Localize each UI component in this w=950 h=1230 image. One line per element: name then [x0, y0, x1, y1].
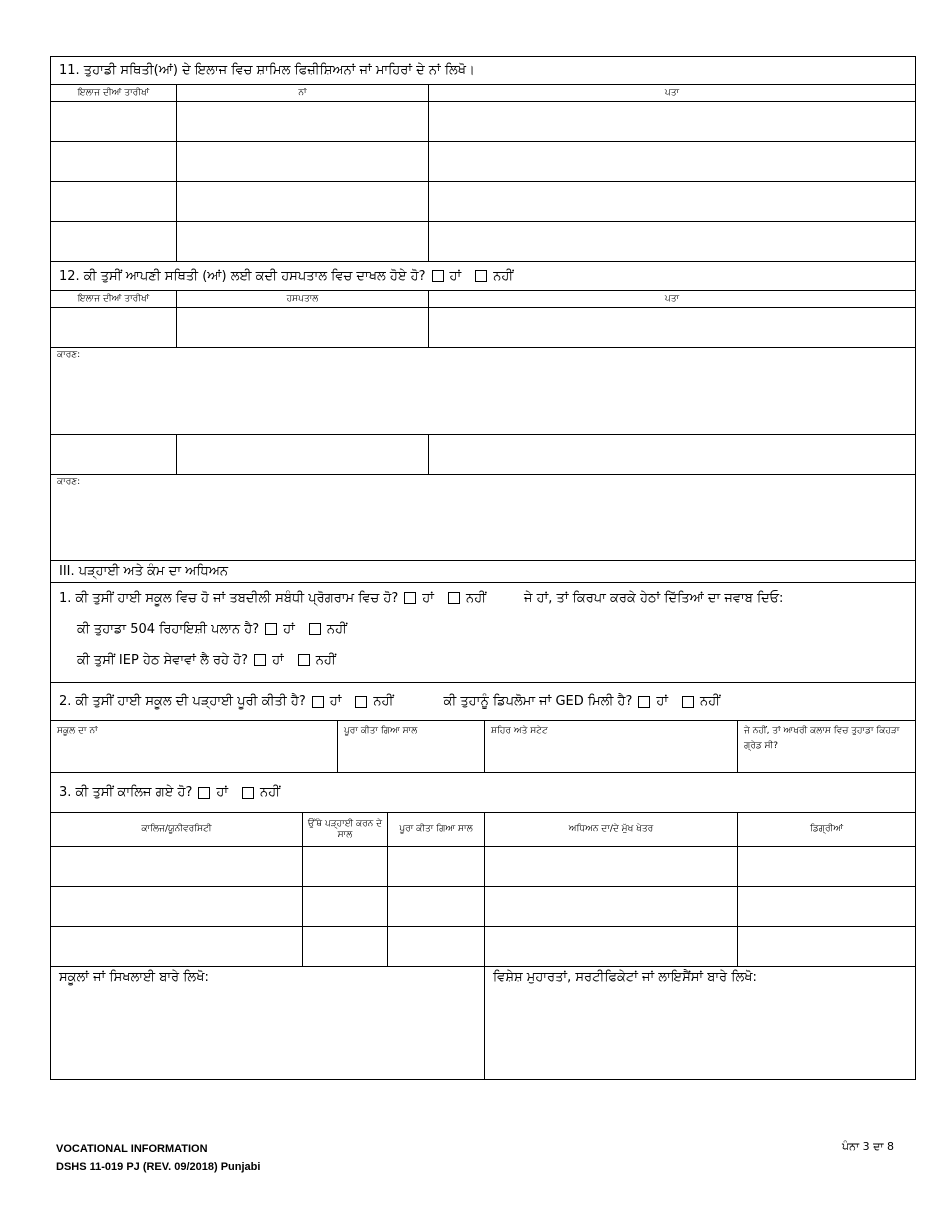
q12-reason-row — [51, 475, 915, 561]
s3-training-label: ਸਕੂਲਾਂ ਜਾਂ ਸਿਖਲਾਈ ਬਾਰੇ ਲਿਖੋ: — [59, 970, 209, 985]
q11-col-address: ਪਤਾ — [664, 87, 680, 98]
s3-q1-followup: ਜੇ ਹਾਂ, ਤਾਂ ਕਿਰਪਾ ਕਰਕੇ ਹੇਠਾਂ ਦਿੱਤਿਆਂ ਦਾ ਜਵਾਬ ਦਿਓ: — [524, 590, 784, 606]
s3-q2-grade-label: ਜੇ ਨਹੀਂ, ਤਾਂ ਆਖਰੀ ਕਲਾਸ ਵਿਚ ਤੁਹਾਡਾ ਕਿਹੜਾ ਗ੍ਰੇਡ ਸੀ? — [744, 726, 900, 751]
s3-q1-line — [59, 583, 907, 613]
s3-q1-yes-label: ਹਾਂ — [422, 590, 434, 606]
footer-page-number: ਪੰਨਾ 3 ਦਾ 8 — [841, 1140, 894, 1153]
s3-q3-yes-checkbox[interactable] — [198, 787, 210, 799]
s3-q3-header — [51, 813, 915, 847]
q11-address-input[interactable] — [429, 222, 915, 261]
s3-q1-yes-checkbox[interactable] — [404, 592, 416, 604]
table-row — [51, 927, 915, 967]
s3-training-input[interactable] — [51, 967, 485, 1079]
q12-col-dates: ਇਲਾਜ ਦੀਆਂ ਤਾਰੀਖਾਂ — [51, 291, 177, 307]
s3-q1-question: 1. ਕੀ ਤੁਸੀਂ ਹਾਈ ਸਕੂਲ ਵਿਚ ਹੋ ਜਾਂ ਤਬਦੀਲੀ ਸਬੰਧੀ ਪ੍ਰੋਗਰਾਮ ਵਿਚ ਹੋ? — [59, 590, 399, 606]
table-row — [51, 308, 915, 348]
section3-header — [51, 561, 915, 583]
s3-q3-yes-label: ਹਾਂ — [216, 785, 229, 800]
s3-q2-school-input[interactable] — [51, 721, 338, 772]
s3-q3-field-input[interactable] — [485, 927, 738, 966]
s3-q1-504-question: ਕੀ ਤੁਹਾਡਾ 504 ਰਿਹਾਇਸ਼ੀ ਪਲਾਨ ਹੈ? — [77, 621, 260, 637]
q11-name-input[interactable] — [177, 182, 429, 221]
s3-q1-iep-yes-checkbox[interactable] — [254, 654, 266, 666]
s3-q3-field-input[interactable] — [485, 847, 738, 886]
s3-q2-question: 2. ਕੀ ਤੁਸੀਂ ਹਾਈ ਸਕੂਲ ਦੀ ਪੜ੍ਹਾਈ ਪੂਰੀ ਕੀਤੀ ਹੈ? — [59, 694, 306, 709]
q12-row — [51, 262, 915, 291]
q11-name-input[interactable] — [177, 142, 429, 181]
s3-q3-col-field: ਅਧਿਅਨ ਦਾ/ਦੇ ਮੁੱਖ ਖੇਤਰ — [485, 813, 738, 846]
s3-q3-completed-input[interactable] — [388, 847, 485, 886]
s3-q3-no-label: ਨਹੀਂ — [260, 785, 281, 800]
s3-q2-diploma-no-label: ਨਹੀਂ — [700, 694, 721, 709]
s3-q1-iep-no-checkbox[interactable] — [298, 654, 310, 666]
s3-q2-grade-input[interactable] — [738, 721, 915, 772]
s3-q1-sub-b — [59, 645, 907, 675]
q11-row — [51, 57, 915, 85]
s3-q3-years-input[interactable] — [303, 847, 388, 886]
s3-q3-years-input[interactable] — [303, 927, 388, 966]
s3-q1 — [51, 583, 915, 682]
s3-q2-diploma-no-checkbox[interactable] — [682, 696, 694, 708]
table-row — [51, 887, 915, 927]
s3-q2-year-label: ਪੂਰਾ ਕੀਤਾ ਗਿਆ ਸਾਲ — [344, 726, 418, 736]
table-row — [51, 102, 915, 142]
s3-q1-block — [51, 583, 915, 683]
s3-q2-yes-checkbox[interactable] — [312, 696, 324, 708]
s3-q3-completed-input[interactable] — [388, 887, 485, 926]
q11-address-input[interactable] — [429, 142, 915, 181]
q12-reason-row — [51, 348, 915, 435]
s3-q2-line — [51, 683, 915, 720]
s3-q3-college-input[interactable] — [51, 847, 303, 886]
s3-q1-iep-yes-label: ਹਾਂ — [272, 652, 284, 668]
s3-q2-diploma-yes-label: ਹਾਂ — [656, 694, 669, 709]
q12-address-input[interactable] — [429, 308, 915, 347]
table-row — [51, 182, 915, 222]
s3-q2-year-input[interactable] — [338, 721, 485, 772]
s3-q2-yes-label: ਹਾਂ — [329, 694, 342, 709]
s3-q2-fields — [51, 721, 915, 773]
s3-q3-question: 3. ਕੀ ਤੁਸੀਂ ਕਾਲਿਜ ਗਏ ਹੋ? — [59, 785, 193, 800]
s3-q2-city-input[interactable] — [485, 721, 738, 772]
s3-q3-col-college: ਕਾਲਿਜ/ਯੂਨੀਵਰਸਿਟੀ — [51, 813, 303, 846]
section3-title: III. ਪੜ੍ਹਾਈ ਅਤੇ ਕੰਮ ਦਾ ਅਧਿਅਨ — [59, 564, 229, 579]
s3-q2-diploma-yes-checkbox[interactable] — [638, 696, 650, 708]
footer-form-id: DSHS 11-019 PJ (REV. 09/2018) Punjabi — [56, 1161, 261, 1173]
q12-col-address: ਪਤਾ — [664, 293, 680, 304]
q12-question: 12. ਕੀ ਤੁਸੀਂ ਆਪਣੀ ਸਥਿਤੀ (ਆਂ) ਲਈ ਕਦੀ ਹਸਪਤਾਲ ਵਿਚ ਦਾਖਲ ਹੋਏ ਹੋ? — [59, 268, 426, 284]
s3-q2-no-checkbox[interactable] — [355, 696, 367, 708]
table-row — [51, 435, 915, 475]
q12-reason-label: ਕਾਰਣ: — [57, 350, 81, 360]
q11-dates-input[interactable] — [51, 102, 177, 141]
q11-question: 11. ਤੁਹਾਡੀ ਸਥਿਤੀ(ਆਂ) ਦੇ ਇਲਾਜ ਵਿਚ ਸ਼ਾਮਿਲ ਫਿਜ਼ੀਸ਼ਿਅਨਾਂ ਜਾਂ ਮਾਹਿਰਾਂ ਦੇ ਨਾਂ ਲਿਖੋ। — [59, 63, 475, 78]
s3-q2-no-label: ਨਹੀਂ — [373, 694, 394, 709]
s3-q3-degrees-input[interactable] — [738, 927, 915, 966]
s3-q2-city-label: ਸ਼ਹਿਰ ਅਤੇ ਸਟੇਟ — [491, 726, 548, 736]
q12-reason-label: ਕਾਰਣ: — [57, 477, 81, 487]
q12-dates-input[interactable] — [51, 308, 177, 347]
q11-name-input[interactable] — [177, 222, 429, 261]
q11-name-input[interactable] — [177, 102, 429, 141]
table-row — [51, 222, 915, 262]
table-row — [51, 847, 915, 887]
q12-col-hospital: ਹਸਪਤਾਲ — [177, 291, 429, 307]
s3-q3-col-degrees: ਡਿਗ੍ਰੀਆਂ — [809, 824, 844, 834]
q11-col-dates: ਇਲਾਜ ਦੀਆਂ ਤਾਰੀਖਾਂ — [51, 85, 177, 101]
s3-q2-diploma-question: ਕੀ ਤੁਹਾਨੂੰ ਡਿਪਲੋਮਾ ਜਾਂ GED ਮਿਲੀ ਹੈ? — [443, 694, 633, 709]
q11-dates-input[interactable] — [51, 222, 177, 261]
s3-q1-iep-question: ਕੀ ਤੁਸੀਂ IEP ਹੇਠ ਸੇਵਾਵਾਂ ਲੈ ਰਹੇ ਹੋ? — [77, 652, 249, 668]
table-row — [51, 142, 915, 182]
footer-title: VOCATIONAL INFORMATION — [56, 1143, 208, 1155]
s3-q3-college-input[interactable] — [51, 887, 303, 926]
q11-dates-input[interactable] — [51, 142, 177, 181]
q12-reason-input[interactable] — [51, 475, 915, 560]
s3-q3-years-input[interactable] — [303, 887, 388, 926]
s3-q1-504-yes-label: ਹਾਂ — [283, 621, 295, 637]
s3-q3-col-years: ਉੱਥੇ ਪੜ੍ਹਾਈ ਕਰਨ ਦੇ ਸਾਲ — [303, 813, 388, 846]
s3-q3-row — [51, 773, 915, 813]
s3-q3-degrees-input[interactable] — [738, 887, 915, 926]
s3-q2-row — [51, 683, 915, 721]
q12-yes-checkbox[interactable] — [432, 270, 444, 282]
s3-skills-label: ਵਿਸ਼ੇਸ਼ ਮੁਹਾਰਤਾਂ, ਸਰਟੀਫਿਕੇਟਾਂ ਜਾਂ ਲਾਇਸੈਂਸਾਂ ਬਾਰੇ ਲਿਖੋ: — [493, 970, 757, 985]
s3-q3-col-completed: ਪੂਰਾ ਕੀਤਾ ਗਿਆ ਸਾਲ — [388, 813, 485, 846]
q12-hospital-input[interactable] — [177, 435, 429, 474]
s3-q1-504-yes-checkbox[interactable] — [265, 623, 277, 635]
q11-address-input[interactable] — [429, 102, 915, 141]
q12-address-input[interactable] — [429, 435, 915, 474]
s3-q1-504-no-checkbox[interactable] — [309, 623, 321, 635]
q11-address-input[interactable] — [429, 182, 915, 221]
q11-col-name: ਨਾਂ — [177, 85, 429, 101]
s3-q1-iep-no-label: ਨਹੀਂ — [315, 652, 336, 668]
s3-q2-school-label: ਸਕੂਲ ਦਾ ਨਾਂ — [57, 726, 98, 736]
s3-q3-line — [51, 773, 915, 812]
q12-no-label: ਨਹੀਂ — [493, 268, 514, 284]
q12-reason-input[interactable] — [51, 348, 915, 434]
s3-q1-no-checkbox[interactable] — [448, 592, 460, 604]
s3-skills-input[interactable] — [485, 967, 915, 1079]
q11-dates-input[interactable] — [51, 182, 177, 221]
q11-header — [51, 85, 915, 102]
s3-q3-field-input[interactable] — [485, 887, 738, 926]
s3-q1-no-label: ਨਹੀਂ — [465, 590, 486, 606]
q12-dates-input[interactable] — [51, 435, 177, 474]
s3-q3-completed-input[interactable] — [388, 927, 485, 966]
s3-q1-504-no-label: ਨਹੀਂ — [326, 621, 347, 637]
q12-no-checkbox[interactable] — [475, 270, 487, 282]
q12-yes-label: ਹਾਂ — [449, 268, 462, 284]
s3-q3-college-input[interactable] — [51, 927, 303, 966]
s3-notes-row — [51, 967, 915, 1079]
q12-hospital-input[interactable] — [177, 308, 429, 347]
s3-q1-sub-a — [59, 613, 907, 645]
s3-q3-degrees-input[interactable] — [738, 847, 915, 886]
s3-q3-no-checkbox[interactable] — [242, 787, 254, 799]
q12-header — [51, 291, 915, 308]
vocational-form — [50, 56, 916, 1080]
q12-question-line — [51, 262, 915, 290]
